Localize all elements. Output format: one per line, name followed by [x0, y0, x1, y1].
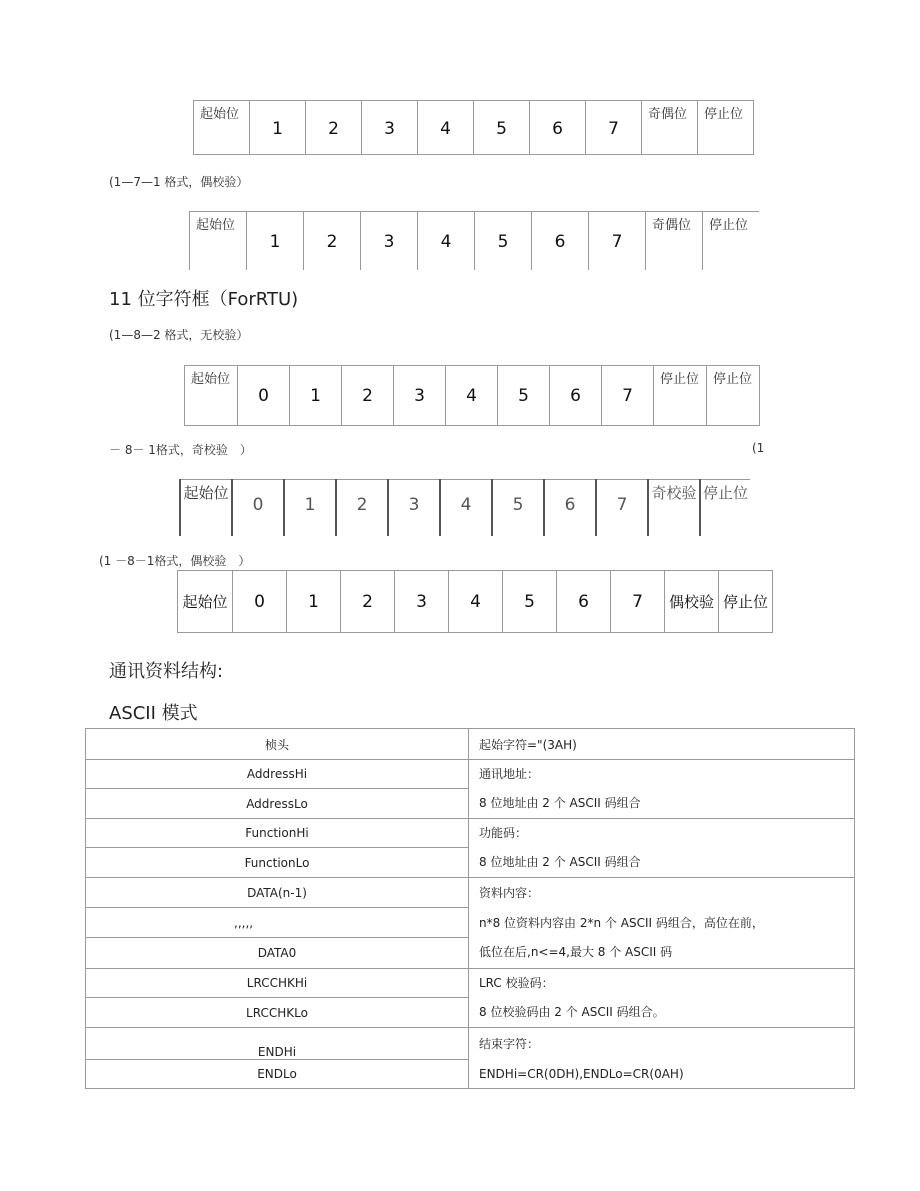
stop-bit-label: 停止位	[702, 484, 748, 502]
bit-cell: 7	[608, 119, 619, 139]
start-bit-label: 起始位	[183, 484, 229, 502]
bit-cell: 1	[308, 591, 319, 612]
frame-table-2	[189, 211, 759, 270]
bit-cell: 7	[632, 591, 643, 612]
start-bit-label: 起始位	[191, 372, 231, 387]
bit-cell: 1	[272, 119, 283, 139]
bit-cell: 2	[362, 386, 373, 406]
table-cell-end-hi: ENDHi	[86, 1028, 469, 1060]
parity-bit-label: 奇偶位	[648, 107, 688, 122]
bit-cell: 0	[254, 591, 265, 612]
stop-bit-label: 停止位	[704, 107, 744, 122]
function-desc-line2: 8 位地址由 2 个 ASCII 码组合	[479, 855, 641, 869]
table-cell-header-left: 桢头	[86, 729, 469, 760]
start-bit-label: 起始位	[196, 218, 236, 233]
heading-ascii-mode: ASCII 模式	[109, 703, 198, 724]
frame-table-3	[184, 365, 760, 426]
bit-cell: 3	[414, 386, 425, 406]
table-cell-lrc-hi: LRCCHKHi	[86, 969, 469, 998]
frame-table-5	[177, 570, 773, 633]
bit-cell: 1	[310, 386, 321, 406]
bit-cell: 7	[611, 232, 623, 252]
address-desc-line1: 通讯地址：	[479, 767, 540, 781]
bit-cell: 2	[356, 495, 368, 515]
parity-bit-label: 奇偶位	[652, 218, 692, 233]
bit-cell: 7	[616, 495, 628, 515]
bit-cell: 5	[524, 591, 535, 612]
table-cell-function-hi: FunctionHi	[86, 819, 469, 848]
bit-cell: 2	[362, 591, 373, 612]
table-cell-header-right: 起始字符="(3AH)	[469, 729, 855, 760]
bit-cell: 4	[466, 386, 477, 406]
start-bit-label: 起始位	[182, 593, 228, 611]
bit-cell: 2	[326, 232, 338, 252]
parity-bit-label: 奇校验	[651, 484, 697, 502]
table-cell-address-hi: AddressHi	[86, 760, 469, 789]
data-desc-line2: n*8 位资料内容由 2*n 个 ASCII 码组合，高位在前，	[479, 916, 764, 930]
data-desc-line1: 资料内容：	[479, 886, 540, 900]
heading-data-structure: 通讯资料结构:	[109, 661, 224, 682]
parity-bit-label: 偶校验	[668, 593, 714, 611]
table-cell-end-lo: ENDLo	[86, 1060, 469, 1089]
stop-bit-label: 停止位	[713, 372, 753, 387]
caption-1-8-1-odd-prefix: (1	[752, 441, 765, 455]
bit-cell: 6	[564, 495, 576, 515]
lrc-desc-line1: LRC 校验码：	[479, 976, 554, 990]
end-desc-line2: ENDHi=CR(0DH),ENDLo=CR(0AH)	[479, 1067, 684, 1081]
table-cell-address-lo: AddressLo	[86, 789, 469, 819]
bit-cell: 0	[258, 386, 269, 406]
bit-cell: 6	[578, 591, 589, 612]
table-cell-function-lo: FunctionLo	[86, 848, 469, 878]
caption-1-8-2: (1—8—2 格式，无校验）	[109, 328, 249, 342]
address-desc-line2: 8 位地址由 2 个 ASCII 码组合	[479, 796, 641, 810]
table-cell-data-ellipsis: ,,,,,	[86, 908, 469, 938]
bit-cell: 2	[328, 119, 339, 139]
ascii-mode-table	[85, 728, 855, 1089]
bit-cell: 3	[416, 591, 427, 612]
caption-1-8-1-odd: － 8－ 1格式，奇校验 ）	[109, 443, 252, 457]
start-bit-label: 起始位	[200, 107, 240, 122]
function-desc-line1: 功能码：	[479, 826, 528, 840]
bit-cell: 7	[622, 386, 633, 406]
caption-1-7-1: (1—7—1 格式，偶校验）	[109, 175, 249, 189]
frame-table-4	[179, 479, 750, 536]
bit-cell: 5	[496, 119, 507, 139]
stop-bit-label: 停止位	[722, 593, 768, 611]
table-cell-lrc-lo: LRCCHKLo	[86, 998, 469, 1028]
heading-rtu-frame: 11 位字符框（ForRTU)	[109, 289, 299, 310]
bit-cell: 5	[518, 386, 529, 406]
bit-cell: 3	[383, 232, 395, 252]
bit-cell: 4	[440, 119, 451, 139]
end-desc-line1: 结束字符：	[479, 1037, 540, 1051]
table-cell-data-0: DATA0	[86, 938, 469, 969]
bit-cell: 6	[570, 386, 581, 406]
bit-cell: 6	[552, 119, 563, 139]
frame-table-1	[193, 100, 754, 155]
caption-1-8-1-even: (1 －8－1格式，偶校验 ）	[99, 554, 251, 568]
bit-cell: 5	[512, 495, 524, 515]
stop-bit-label: 停止位	[709, 218, 749, 233]
bit-cell: 4	[440, 232, 452, 252]
bit-cell: 1	[304, 495, 316, 515]
bit-cell: 1	[269, 232, 281, 252]
bit-cell: 4	[460, 495, 472, 515]
data-desc-line3: 低位在后,n<=4,最大 8 个 ASCII 码	[479, 945, 673, 959]
lrc-desc-line2: 8 位校验码由 2 个 ASCII 码组合。	[479, 1005, 665, 1019]
bit-cell: 4	[470, 591, 481, 612]
bit-cell: 5	[497, 232, 509, 252]
bit-cell: 3	[408, 495, 420, 515]
bit-cell: 0	[252, 495, 264, 515]
stop-bit-label: 停止位	[660, 372, 700, 387]
bit-cell: 3	[384, 119, 395, 139]
bit-cell: 6	[554, 232, 566, 252]
table-cell-data-n-1: DATA(n-1)	[86, 878, 469, 908]
